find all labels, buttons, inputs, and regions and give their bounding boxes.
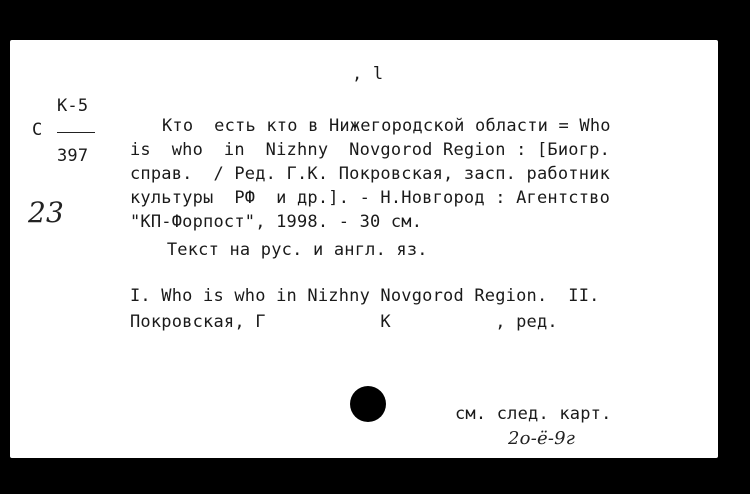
entry-line-3: справ. / Ред. Г.К. Покровская, засп. работник xyxy=(130,164,611,184)
call-number-prefix: С xyxy=(32,120,43,140)
punch-hole xyxy=(350,386,386,422)
call-number-top: К-5 xyxy=(57,96,89,116)
tracing-line-2: Покровская, Г К , ред. xyxy=(130,312,558,332)
scan-border-bottom xyxy=(0,458,750,494)
handwritten-number: 23 xyxy=(28,196,65,229)
top-mark: , l xyxy=(352,64,384,84)
scan-border-right xyxy=(718,0,750,494)
handwritten-note: 2о-ё-9г xyxy=(508,428,576,449)
see-next-card: см. след. карт. xyxy=(455,404,612,424)
entry-line-4: культуры РФ и др.]. - Н.Новгород : Агентство xyxy=(130,188,611,208)
entry-line-5: "КП-Форпост", 1998. - 30 см. xyxy=(130,212,423,232)
call-number-bottom: 397 xyxy=(57,146,89,166)
entry-line-1: Кто есть кто в Нижегородской области = Who xyxy=(162,116,611,136)
entry-line-6: Текст на рус. и англ. яз. xyxy=(146,240,428,260)
tracing-line-1: I. Who is who in Nizhny Novgorod Region. II. xyxy=(130,286,600,306)
entry-line-2: is who in Nizhny Novgorod Region : [Биогр. xyxy=(130,140,611,160)
scan-border-top xyxy=(0,0,750,40)
call-number-rule xyxy=(57,132,95,133)
